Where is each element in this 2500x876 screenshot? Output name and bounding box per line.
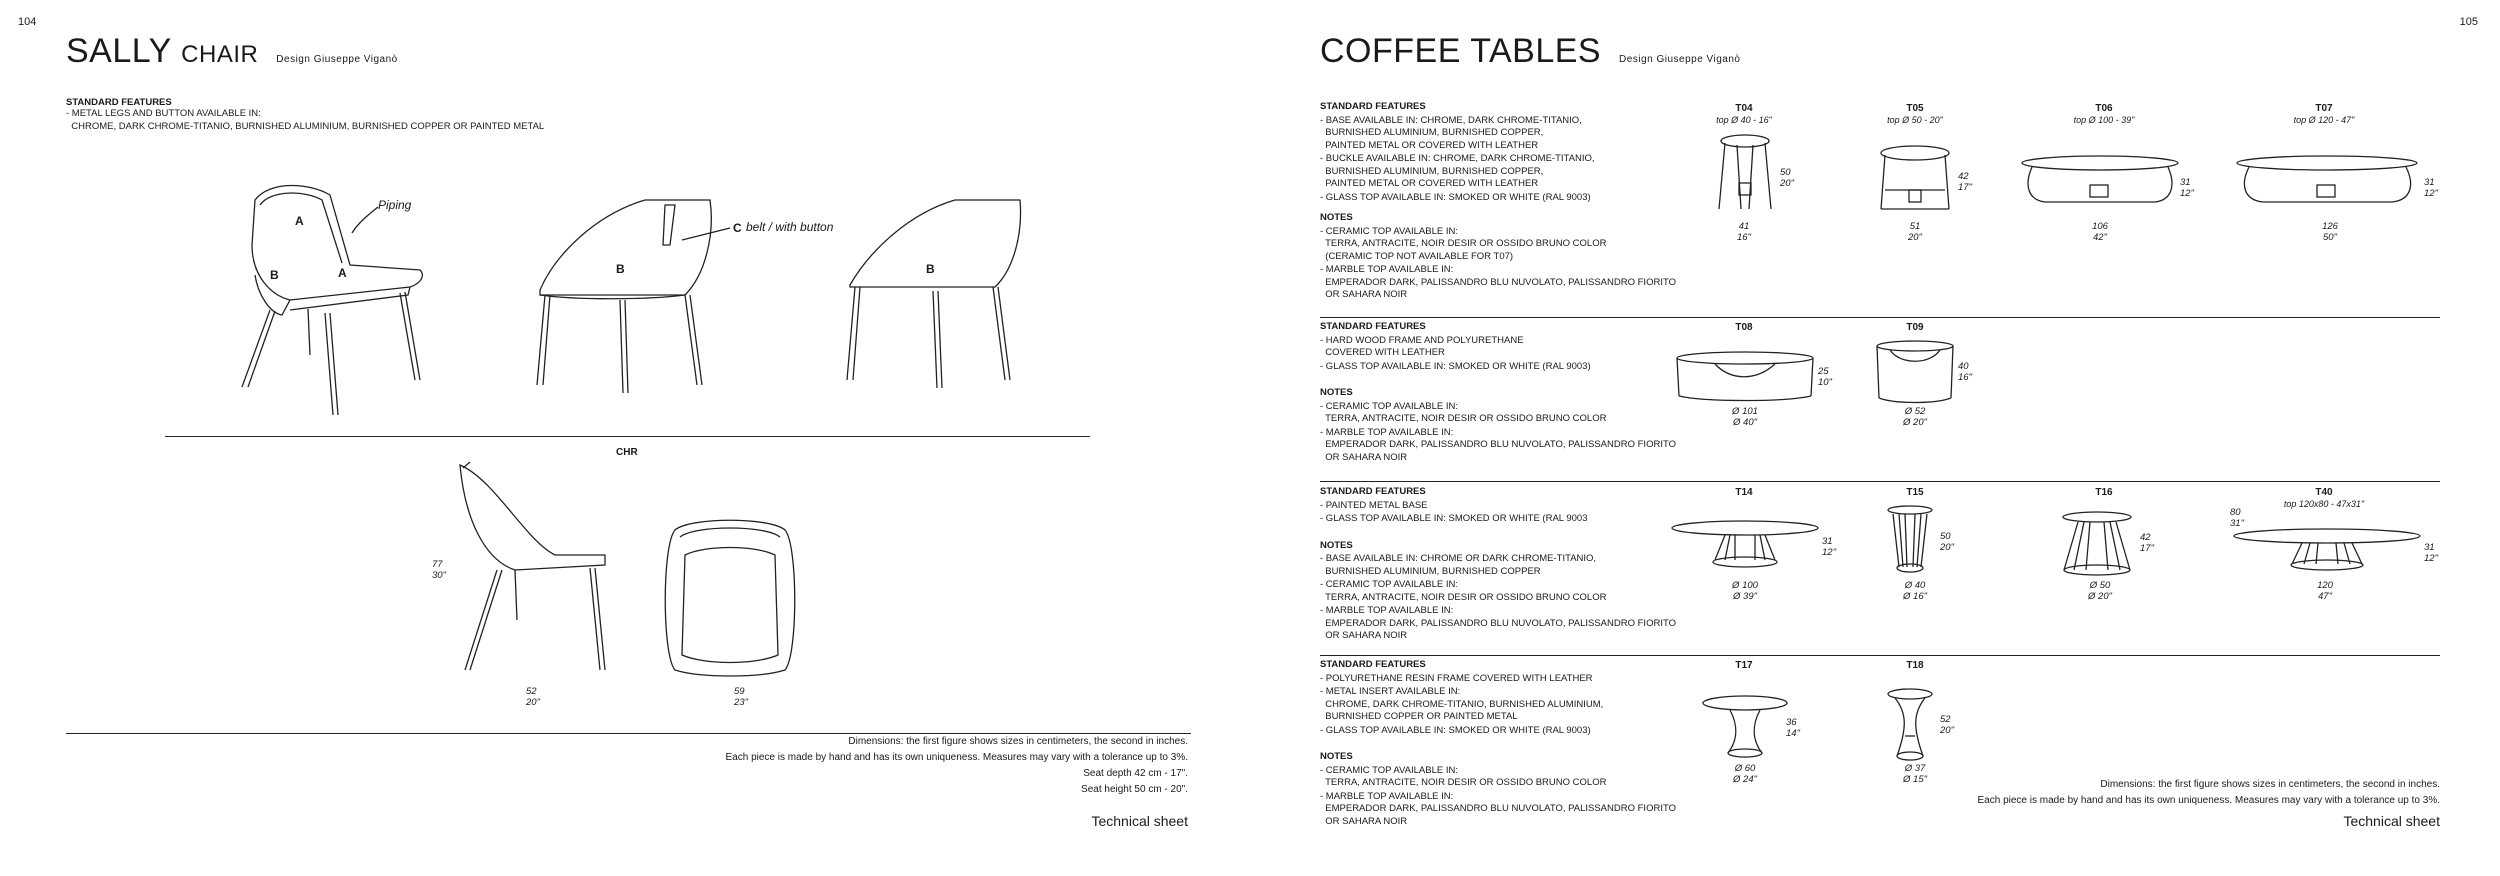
product-code: T14 bbox=[1735, 487, 1753, 498]
product-code: T05 bbox=[1906, 103, 1924, 114]
table-t07-drawing bbox=[2235, 155, 2420, 210]
chair-drawing-side bbox=[455, 460, 615, 680]
dim-height: 31 12" bbox=[2180, 177, 2194, 199]
dim-depth: 52 20" bbox=[526, 686, 540, 708]
product-code: T08 bbox=[1735, 322, 1753, 333]
dim-width: 120 47" bbox=[2317, 580, 2333, 602]
chair-drawing-front bbox=[230, 175, 440, 425]
table-t06-drawing bbox=[2020, 155, 2180, 210]
product-code: T18 bbox=[1906, 660, 1924, 671]
title-small: CHAIR bbox=[181, 41, 259, 68]
dim-width: Ø 50 Ø 20" bbox=[2088, 580, 2112, 602]
dim-width: Ø 37 Ø 15" bbox=[1903, 763, 1927, 785]
product-code: T06 bbox=[2095, 103, 2113, 114]
dim-width: 59 23" bbox=[734, 686, 748, 708]
dim-height: 50 20" bbox=[1940, 531, 1954, 553]
dim-depth: 80 31" bbox=[2230, 507, 2244, 529]
page-number-left: 104 bbox=[18, 16, 37, 28]
title-main: SALLY bbox=[66, 32, 172, 70]
divider bbox=[1320, 481, 2440, 482]
standard-features-left bbox=[66, 97, 544, 133]
product-top-size: top Ø 120 - 47" bbox=[2293, 115, 2355, 125]
divider bbox=[165, 436, 1090, 437]
dim-height: 77 30" bbox=[432, 559, 446, 581]
label-b: B bbox=[616, 262, 625, 276]
section-text: STANDARD FEATURES - POLYURETHANE RESIN FRAME COVERED WITH LEATHER - METAL INSERT AVAILABLE IN: CHROME, DARK CHROME-TITANIO, BURNISHED ALUMINIUM, BURNISHED COPPER OR PAINTED METAL - GLASS TOP AVAILABLE IN: SMOKED OR WHITE (RAL 9003) NOTES - CERAMIC TOP AVAILABLE IN: TERRA, ANTRACITE, NOIR DESIR OR OSSIDO BRUNO COLOR - MARBLE TOP AVAILABLE IN: EMPERADOR DARK, PALISSANDRO BLU NUVOLATO, PALISSANDRO FIORITO OR SAHARA NOIR bbox=[1320, 659, 1676, 827]
product-code: T17 bbox=[1735, 660, 1753, 671]
table-t17-drawing bbox=[1700, 695, 1790, 760]
product-code: T09 bbox=[1906, 322, 1924, 333]
table-t18-drawing bbox=[1885, 688, 1935, 763]
label-a: A bbox=[338, 266, 347, 280]
dim-height: 40 16" bbox=[1958, 361, 1972, 383]
label-a: A bbox=[295, 214, 304, 228]
dim-height: 52 20" bbox=[1940, 714, 1954, 736]
section-text: STANDARD FEATURES - HARD WOOD FRAME AND POLYURETHANE COVERED WITH LEATHER - GLASS TOP AVAILABLE IN: SMOKED OR WHITE (RAL 9003) NOTES - CERAMIC TOP AVAILABLE IN: TERRA, ANTRACITE, NOIR DESIR OR OSSIDO BRUNO COLOR - MARBLE TOP AVAILABLE IN: EMPERADOR DARK, PALISSANDRO BLU NUVOLATO, PALISSANDRO FIORITO OR SAHARA NOIR bbox=[1320, 321, 1676, 463]
standard-features-line: - METAL LEGS AND BUTTON AVAILABLE IN: bbox=[66, 108, 261, 119]
label-b: B bbox=[270, 268, 279, 282]
product-code: T07 bbox=[2315, 103, 2333, 114]
dim-height: 25 10" bbox=[1818, 366, 1832, 388]
divider bbox=[1320, 655, 2440, 656]
page-title-left bbox=[66, 32, 398, 71]
table-t05-drawing bbox=[1875, 145, 1955, 215]
product-code: T40 bbox=[2315, 487, 2333, 498]
label-c: C bbox=[733, 221, 742, 235]
product-top-size: top Ø 50 - 20" bbox=[1887, 115, 1943, 125]
table-t09-drawing bbox=[1875, 340, 1955, 405]
chair-drawing-rear bbox=[845, 195, 1025, 395]
section-text: STANDARD FEATURES - PAINTED METAL BASE - GLASS TOP AVAILABLE IN: SMOKED OR WHITE (RAL 9003 NOTES - BASE AVAILABLE IN: CHROME OR DARK CHROME-TITANIO, BURNISHED ALUMINIUM, BURNISHED COPPER - CERAMIC TOP AVAILABLE IN: TERRA, ANTRACITE, NOIR DESIR OR OSSIDO BRUNO COLOR - MARBLE TOP AVAILABLE IN: EMPERADOR DARK, PALISSANDRO BLU NUVOLATO, PALISSANDRO FIORITO OR SAHARA NOIR bbox=[1320, 486, 1676, 641]
table-t08-drawing bbox=[1675, 350, 1815, 405]
page-number-right: 105 bbox=[2459, 16, 2478, 28]
table-t14-drawing bbox=[1670, 520, 1820, 570]
product-top-size: top Ø 40 - 16" bbox=[1716, 115, 1772, 125]
table-t40-drawing bbox=[2232, 528, 2422, 573]
section-text: STANDARD FEATURES - BASE AVAILABLE IN: CHROME, DARK CHROME-TITANIO, BURNISHED ALUMINIUM, BURNISHED COPPER, PAINTED METAL OR COVERED WITH LEATHER - BUCKLE AVAILABLE IN: CHROME, DARK CHROME-TITANIO, BURNISHED ALUMINIUM, BURNISHED COPPER, PAINTED METAL OR COVERED WITH LEATHER - GLASS TOP AVAILABLE IN: SMOKED OR WHITE (RAL 9003) NOTES - CERAMIC TOP AVAILABLE IN: TERRA, ANTRACITE, NOIR DESIR OR OSSIDO BRUNO COLOR (CERAMIC TOP NOT AVAILABLE FOR T07) - MARBLE TOP AVAILABLE IN: EMPERADOR DARK, PALISSANDRO BLU NUVOLATO, PALISSANDRO FIORITO OR SAHARA NOIR bbox=[1320, 101, 1676, 300]
standard-features-heading: STANDARD FEATURES bbox=[66, 97, 172, 108]
designer-credit: Design Giuseppe Viganò bbox=[276, 54, 398, 65]
dim-width: 126 50" bbox=[2322, 221, 2338, 243]
table-t16-drawing bbox=[2060, 512, 2135, 577]
title-main: COFFEE TABLES bbox=[1320, 32, 1602, 70]
dim-height: 31 12" bbox=[1822, 536, 1836, 558]
dim-height: 31 12" bbox=[2424, 177, 2438, 199]
product-code: T16 bbox=[2095, 487, 2113, 498]
product-top-size: top 120x80 - 47x31" bbox=[2283, 499, 2365, 509]
chair-drawing-top bbox=[660, 515, 800, 680]
dim-width: Ø 101 Ø 40" bbox=[1732, 406, 1758, 428]
model-code: CHR bbox=[616, 447, 638, 458]
product-code: T15 bbox=[1906, 487, 1924, 498]
standard-features-line: CHROME, DARK CHROME-TITANIO, BURNISHED ALUMINIUM, BURNISHED COPPER OR PAINTED METAL bbox=[66, 120, 545, 132]
product-code: T04 bbox=[1735, 103, 1753, 114]
dim-width: 51 20" bbox=[1908, 221, 1922, 243]
dim-width: 41 16" bbox=[1737, 221, 1751, 243]
label-piping: Piping bbox=[378, 198, 412, 212]
table-t04-drawing bbox=[1715, 133, 1775, 213]
dim-width: Ø 100 Ø 39" bbox=[1732, 580, 1758, 602]
dim-width: Ø 40 Ø 16" bbox=[1903, 580, 1927, 602]
divider bbox=[1320, 317, 2440, 318]
page-title-right bbox=[1320, 32, 1741, 71]
dim-height: 42 17" bbox=[1958, 171, 1972, 193]
dim-height: 42 17" bbox=[2140, 532, 2154, 554]
dim-width: Ø 60 Ø 24" bbox=[1733, 763, 1757, 785]
technical-sheet-label: Technical sheet bbox=[2343, 813, 2440, 829]
dim-height: 36 14" bbox=[1786, 717, 1800, 739]
dim-width: Ø 52 Ø 20" bbox=[1903, 406, 1927, 428]
dim-height: 50 20" bbox=[1780, 167, 1794, 189]
footer-notes-right: Dimensions: the first figure shows sizes in centimeters, the second in inches. Each piece is made by hand and has its own uniqueness. Measures may vary with a tolerance up to 3%. bbox=[1977, 779, 2440, 806]
table-t15-drawing bbox=[1885, 505, 1935, 575]
label-b: B bbox=[926, 262, 935, 276]
designer-credit: Design Giuseppe Viganò bbox=[1619, 54, 1741, 65]
footer-notes-left: Dimensions: the first figure shows sizes in centimeters, the second in inches. Each piece is made by hand and has its own uniqueness. Measures may vary with a tolerance up to 3%. Seat depth 42 cm - 17". Seat height 50 cm - 20". bbox=[725, 736, 1188, 795]
dim-height: 31 12" bbox=[2424, 542, 2438, 564]
dim-width: 106 42" bbox=[2092, 221, 2108, 243]
technical-sheet-label: Technical sheet bbox=[1091, 813, 1188, 829]
product-top-size: top Ø 100 - 39" bbox=[2073, 115, 2135, 125]
label-belt: belt / with button bbox=[746, 220, 834, 234]
